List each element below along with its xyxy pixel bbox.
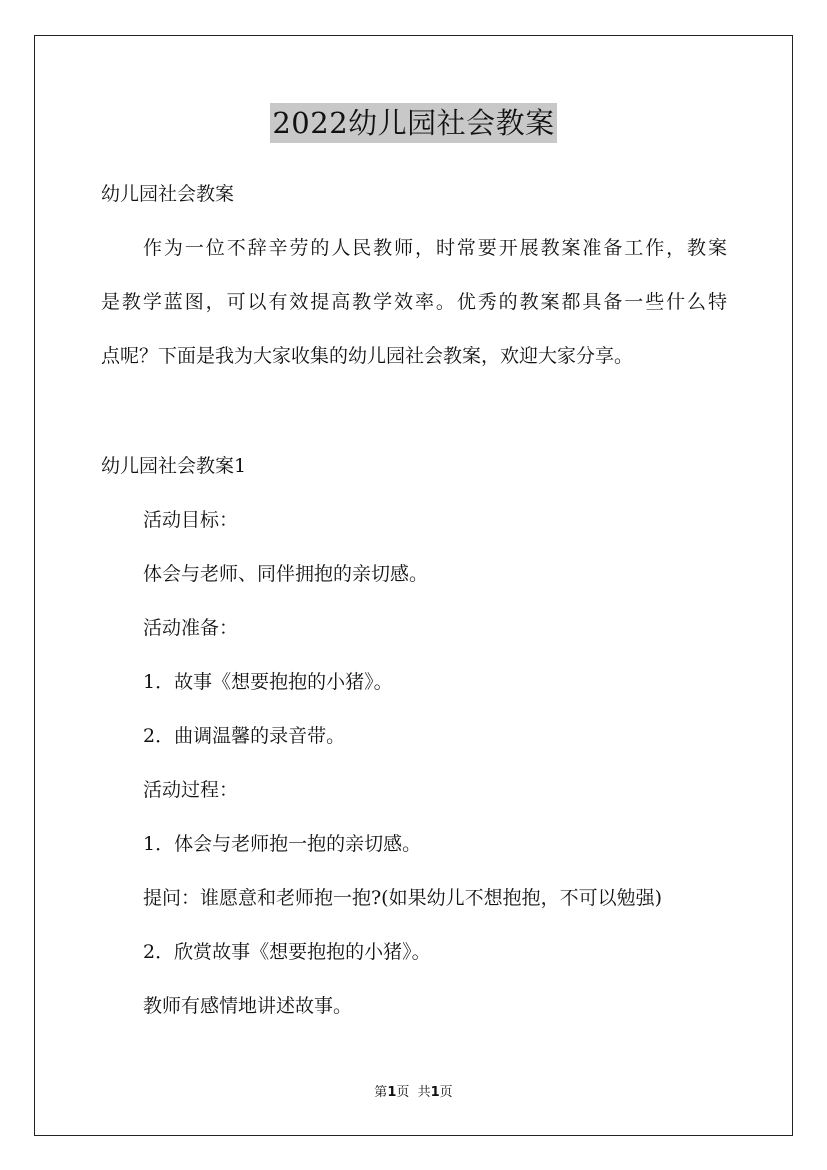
footer-suffix: 页 xyxy=(439,1085,453,1100)
body-line: 提问：谁愿意和老师抱一抱?(如果幼儿不想抱抱，不可以勉强) xyxy=(143,887,663,909)
page-footer xyxy=(0,1084,827,1102)
body-line: 教师有感情地讲述故事。 xyxy=(143,995,353,1017)
footer-prefix: 第 xyxy=(374,1085,388,1100)
body-line: 活动准备： xyxy=(143,617,239,639)
document-title: 2022幼儿园社会教案 xyxy=(270,103,556,143)
footer-middle: 页 共 xyxy=(396,1085,431,1100)
body-line: 1．故事《想要抱抱的小猪》。 xyxy=(143,671,393,693)
body-line: 2．欣赏故事《想要抱抱的小猪》。 xyxy=(143,941,431,963)
intro-line-2: 是教学蓝图，可以有效提高教学效率。优秀的教案都具备一些什么特 xyxy=(101,291,727,313)
body-line: 体会与老师、同伴拥抱的亲切感。 xyxy=(143,563,429,585)
intro-line-1: 作为一位不辞辛劳的人民教师，时常要开展教案准备工作，教案 xyxy=(143,237,727,259)
section-title: 幼儿园社会教案1 xyxy=(101,455,247,477)
body-line: 活动过程： xyxy=(143,779,239,801)
body-line: 2．曲调温馨的录音带。 xyxy=(143,725,346,747)
footer-total-pages: 1 xyxy=(430,1085,440,1100)
body-line: 活动目标： xyxy=(143,509,239,531)
intro-line-3: 点呢？下面是我为大家收集的幼儿园社会教案，欢迎大家分享。 xyxy=(101,345,634,367)
body-line: 1．体会与老师抱一抱的亲切感。 xyxy=(143,833,422,855)
footer-page-number: 1 xyxy=(387,1085,397,1100)
title-area xyxy=(0,103,827,143)
document-heading: 幼儿园社会教案 xyxy=(101,183,235,205)
